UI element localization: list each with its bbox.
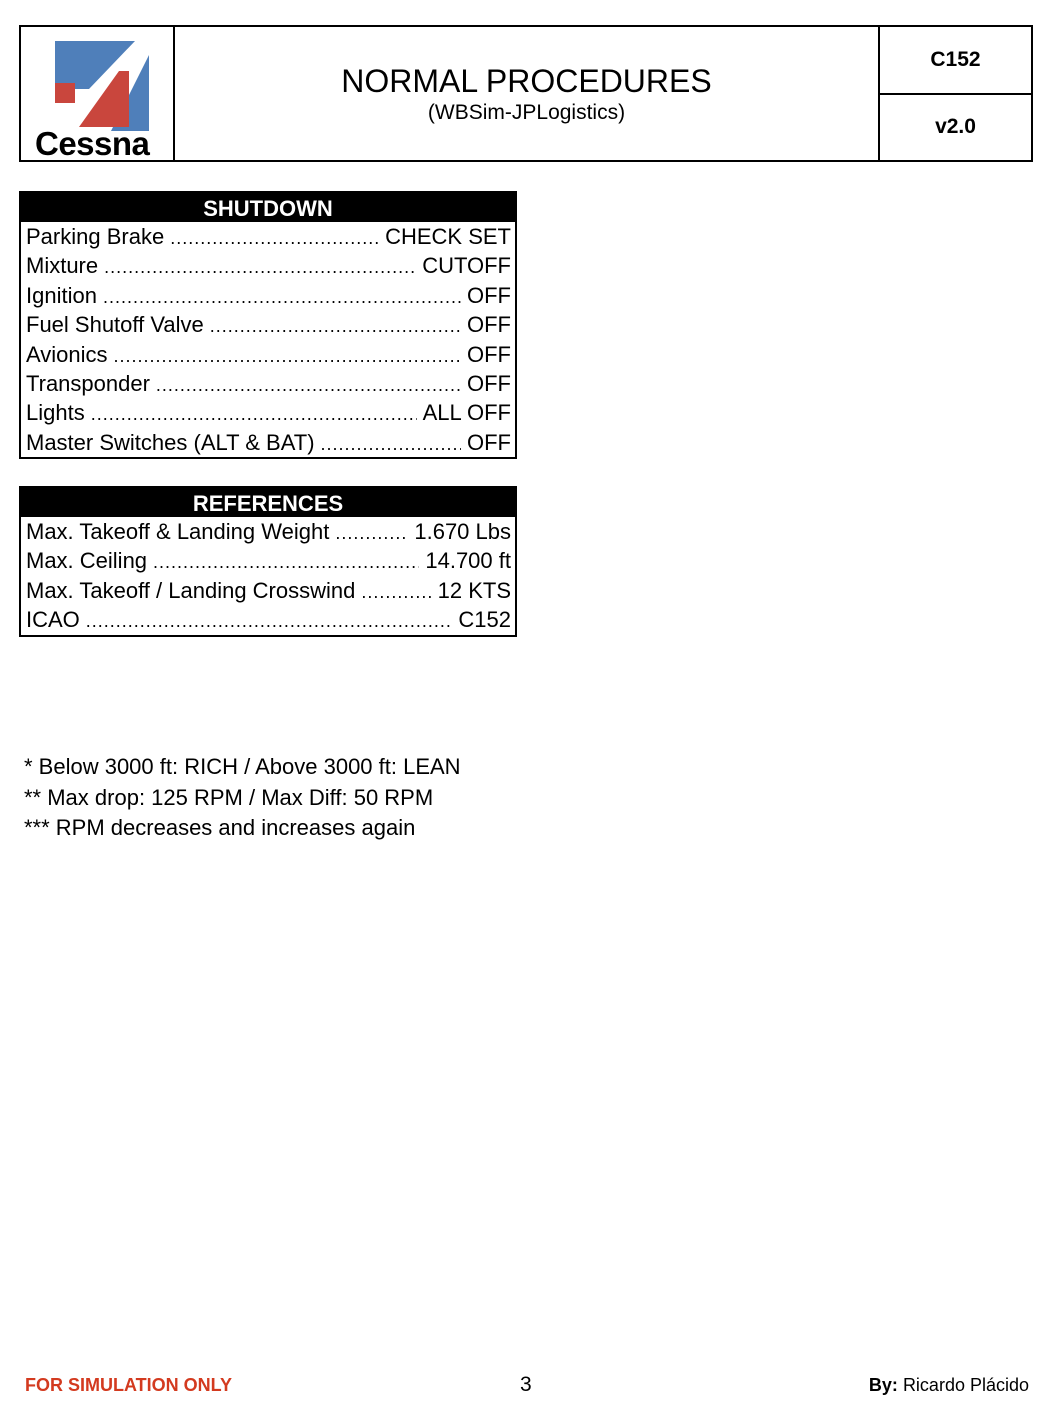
leader-dots xyxy=(170,224,379,251)
page-subtitle: (WBSim-JPLogistics) xyxy=(427,101,626,124)
leader-dots xyxy=(103,283,461,310)
meta-cell xyxy=(878,27,1031,160)
reference-row xyxy=(21,576,515,605)
checklist-label: Parking Brake xyxy=(26,224,165,249)
leader-dots xyxy=(86,607,453,634)
reference-label: Max. Takeoff & Landing Weight xyxy=(26,519,330,544)
checklist-label: Ignition xyxy=(26,282,97,308)
title-cell xyxy=(175,27,878,160)
leader-dots xyxy=(104,253,416,280)
checklist-value: CUTOFF xyxy=(422,253,511,279)
checklist-value: OFF xyxy=(467,341,511,367)
checklist-value: OFF xyxy=(467,429,511,455)
reference-label: ICAO xyxy=(26,607,80,633)
footnotes xyxy=(24,752,461,844)
checklist-label: Avionics xyxy=(26,341,108,367)
cessna-logo-icon xyxy=(55,41,149,131)
logo-cell xyxy=(21,27,175,160)
page-title: NORMAL PROCEDURES xyxy=(341,63,712,99)
checklist-value: ALL OFF xyxy=(422,400,511,426)
shutdown-title: SHUTDOWN xyxy=(21,193,515,222)
reference-value: C152 xyxy=(458,607,511,633)
reference-value: 1.670 Lbs xyxy=(414,519,511,544)
references-panel xyxy=(19,486,517,637)
footnote: * Below 3000 ft: RICH / Above 3000 ft: LEAN xyxy=(24,754,461,779)
page-number: 3 xyxy=(520,1373,532,1396)
checklist-row xyxy=(21,310,515,339)
version-label: v2.0 xyxy=(935,115,976,139)
reference-label: Max. Takeoff / Landing Crosswind xyxy=(26,577,356,603)
checklist-row xyxy=(21,398,515,427)
checklist-value: OFF xyxy=(467,312,511,338)
simulation-disclaimer: FOR SIMULATION ONLY xyxy=(25,1375,232,1395)
leader-dots xyxy=(210,312,461,339)
leader-dots xyxy=(361,578,431,605)
logo-text: Cessna xyxy=(35,125,150,162)
author-name: Ricardo Plácido xyxy=(902,1375,1029,1395)
checklist-row xyxy=(21,428,515,457)
checklist-value: CHECK SET xyxy=(385,224,511,249)
leader-dots xyxy=(156,371,461,398)
checklist-label: Fuel Shutoff Valve xyxy=(26,312,204,338)
aircraft-code: C152 xyxy=(880,27,1031,95)
reference-row xyxy=(21,605,515,634)
checklist-value: OFF xyxy=(467,370,511,396)
reference-value: 12 KTS xyxy=(437,577,511,603)
checklist-label: Master Switches (ALT & BAT) xyxy=(26,429,315,455)
checklist-row xyxy=(21,251,515,280)
references-title: REFERENCES xyxy=(21,488,515,517)
leader-dots xyxy=(153,548,419,575)
checklist-label: Transponder xyxy=(26,370,150,396)
reference-value: 14.700 ft xyxy=(425,548,511,574)
reference-row xyxy=(21,546,515,575)
checklist-label: Mixture xyxy=(26,253,99,279)
checklist-row xyxy=(21,281,515,310)
leader-dots xyxy=(91,400,417,427)
leader-dots xyxy=(114,342,461,369)
checklist-row xyxy=(21,222,515,251)
footnote: ** Max drop: 125 RPM / Max Diff: 50 RPM xyxy=(24,784,434,810)
checklist-value: OFF xyxy=(467,282,511,308)
leader-dots xyxy=(335,519,408,546)
leader-dots xyxy=(321,430,461,457)
checklist-row xyxy=(21,340,515,369)
shutdown-panel xyxy=(19,191,517,459)
by-label: By: xyxy=(868,1375,898,1395)
checklist-label: Lights xyxy=(26,400,85,426)
reference-label: Max. Ceiling xyxy=(26,548,148,574)
document-header xyxy=(19,25,1033,162)
reference-row xyxy=(21,517,515,546)
author-credit xyxy=(869,1375,1029,1396)
checklist-row xyxy=(21,369,515,398)
footnote: *** RPM decreases and increases again xyxy=(24,815,416,840)
